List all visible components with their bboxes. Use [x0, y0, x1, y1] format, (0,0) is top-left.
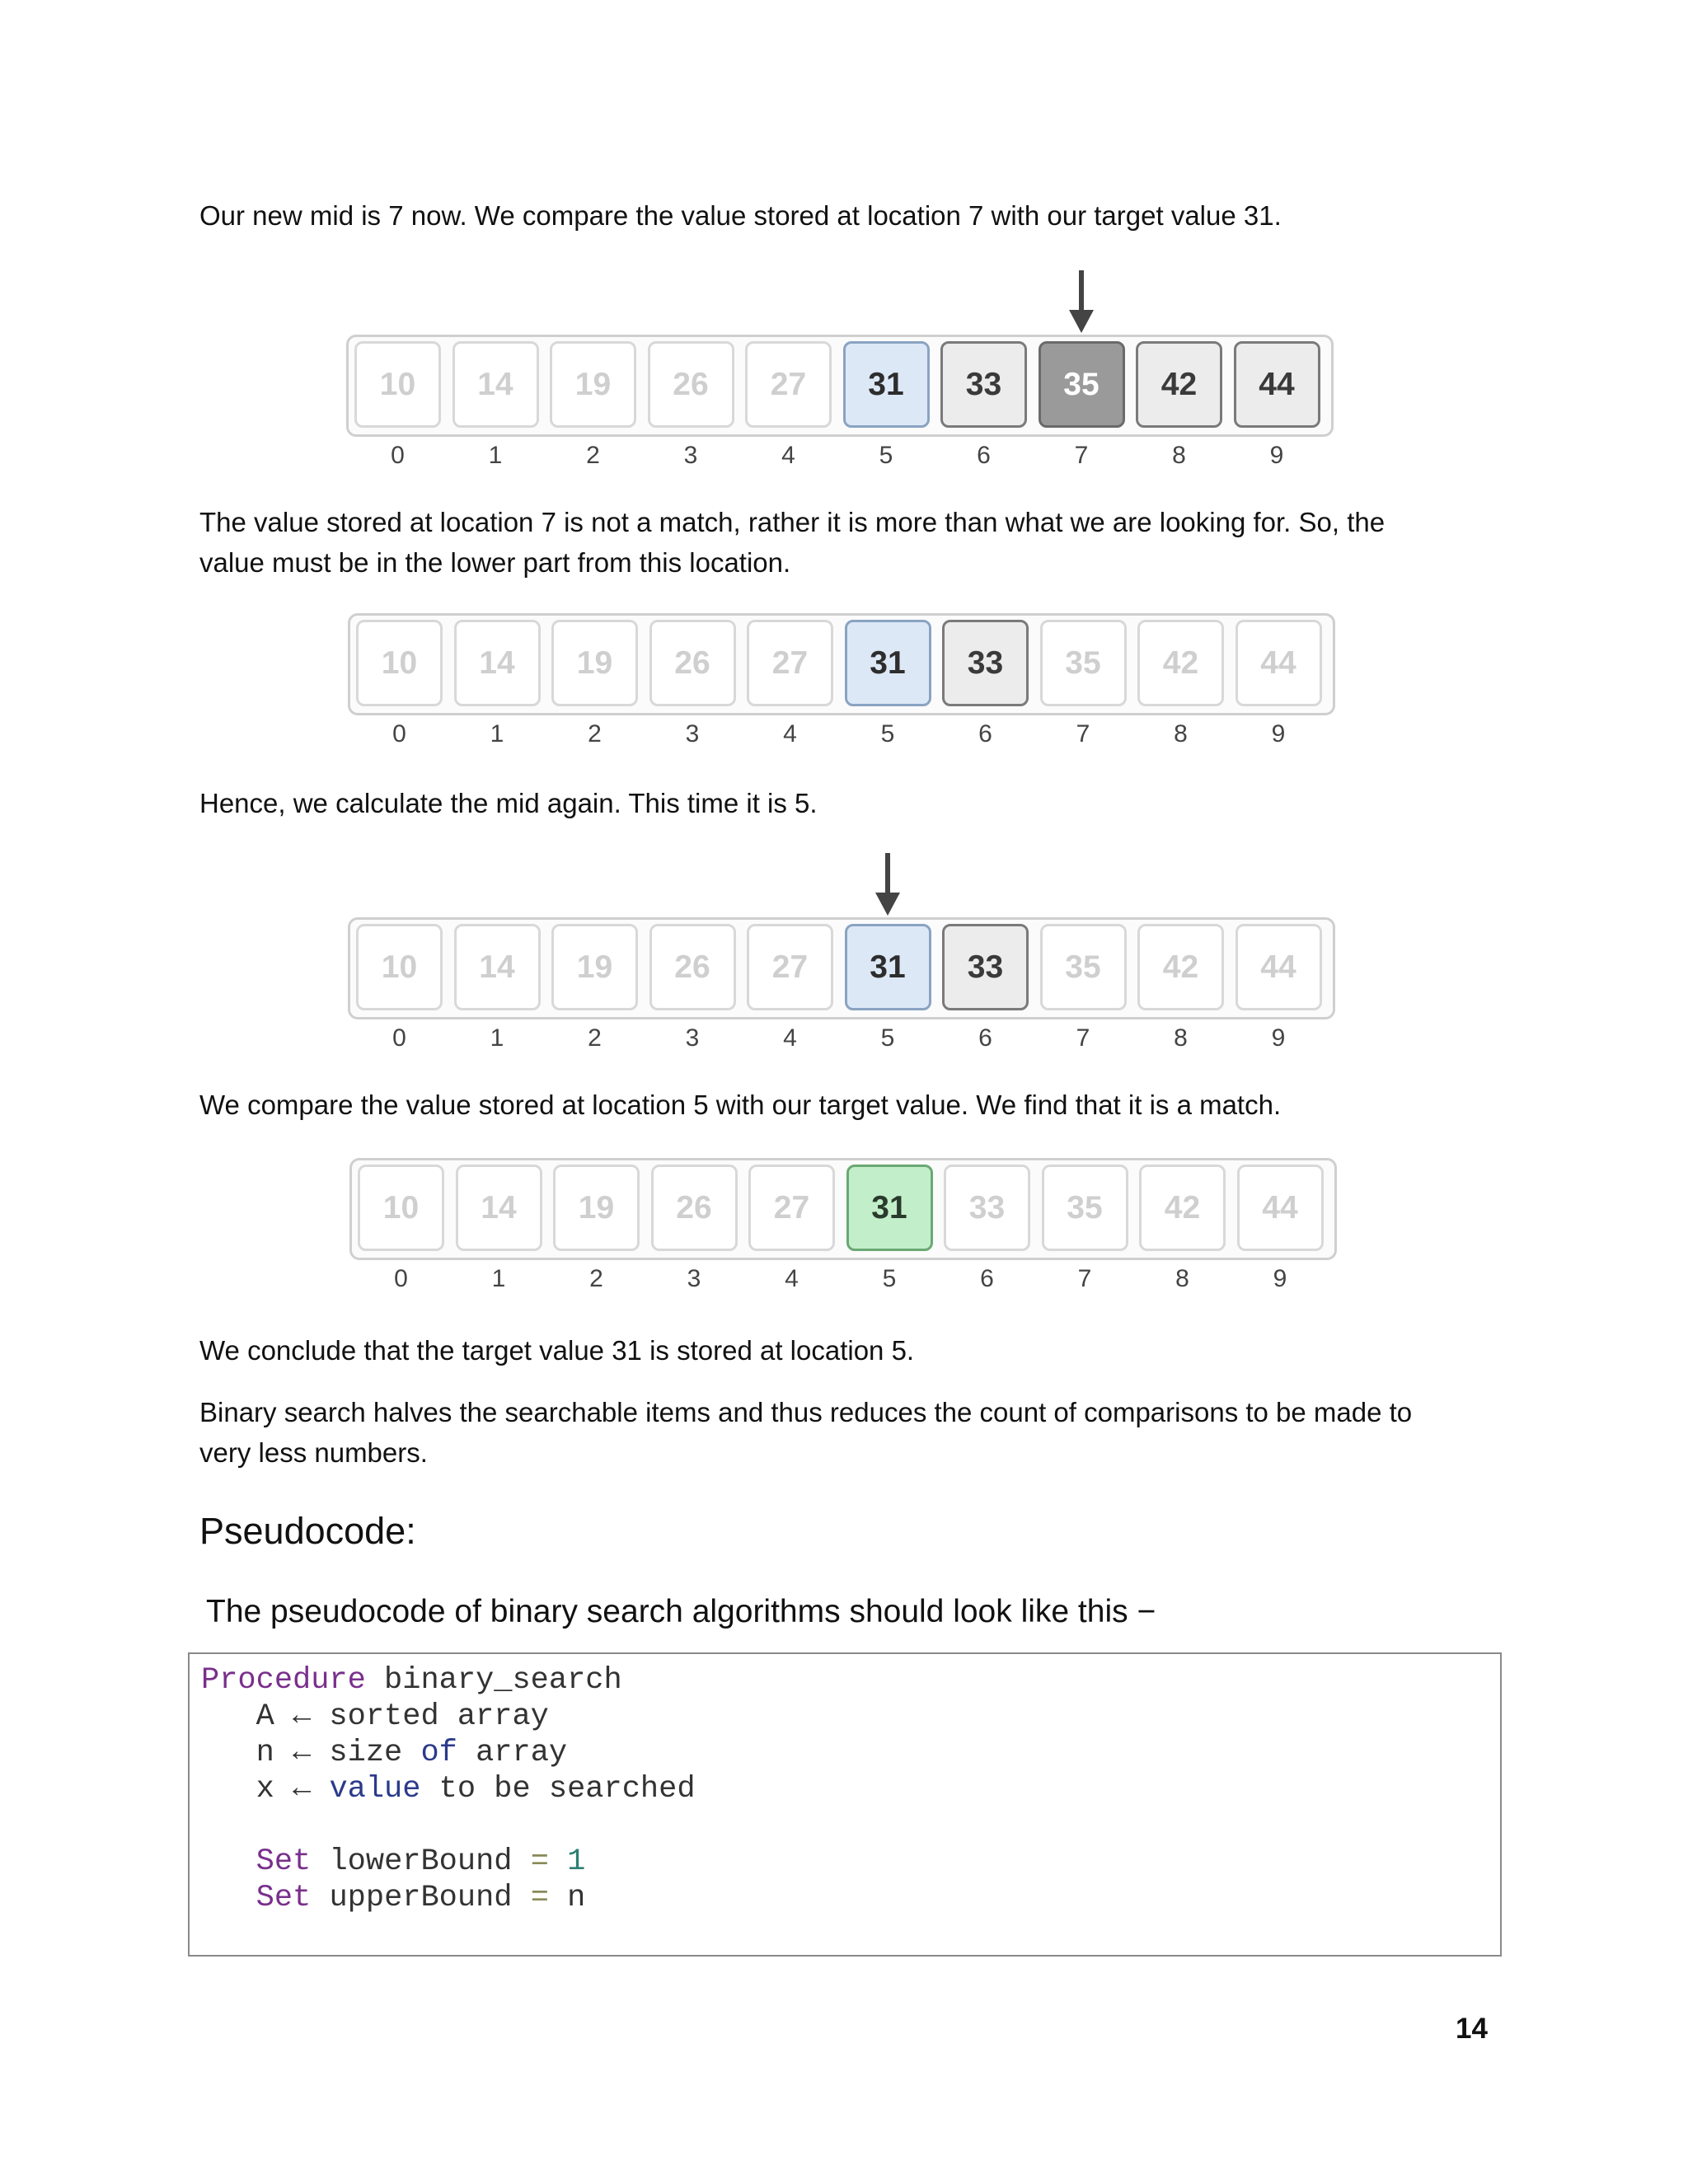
array-index-label: 1 [488, 442, 503, 469]
array-index-label: 4 [783, 720, 797, 748]
array-figure-found [349, 1158, 1339, 1298]
array-cell: 27 [747, 924, 833, 1010]
array-index-label: 1 [491, 1265, 506, 1292]
array-index-label: 4 [781, 442, 795, 469]
array-index-label: 8 [1172, 442, 1186, 469]
array-cell: 27 [745, 341, 832, 428]
code-text: x ← [201, 1772, 330, 1807]
code-text: upperBound [311, 1881, 531, 1915]
code-keyword: Procedure [201, 1663, 366, 1698]
array-cell: 14 [454, 924, 541, 1010]
array-index-label: 2 [586, 442, 600, 469]
code-operator: = [530, 1844, 549, 1879]
array-index-label: 0 [394, 1265, 408, 1292]
paragraph-mid-7: Our new mid is 7 now. We compare the value stored at location 7 with our target value 31. [199, 200, 1282, 231]
array-cell: 19 [553, 1165, 640, 1251]
array-cell: 33 [944, 1165, 1030, 1251]
array-cell: 35 [1040, 620, 1127, 706]
array-cell: 26 [649, 924, 736, 1010]
array-index-label: 9 [1273, 1265, 1287, 1292]
array-cell: 42 [1137, 620, 1224, 706]
array-index-label: 1 [490, 1024, 504, 1052]
code-text: n ← size [201, 1736, 421, 1770]
array-cell: 14 [454, 620, 541, 706]
array-figure-mid-5 [348, 853, 1337, 1059]
array-cell: 35 [1042, 1165, 1128, 1251]
array-cell: 26 [649, 620, 736, 706]
code-keyword: of [420, 1736, 457, 1770]
array-cell: 44 [1237, 1165, 1324, 1251]
code-keyword: value [329, 1772, 421, 1807]
code-operator: = [530, 1881, 549, 1915]
array-index-label: 4 [783, 1024, 797, 1052]
array-index-label: 5 [882, 1265, 897, 1292]
array-index-label: 3 [687, 1265, 701, 1292]
code-text: binary_search [365, 1663, 622, 1698]
array-index-label: 7 [1076, 1024, 1090, 1052]
array-cell: 27 [748, 1165, 835, 1251]
array-index-label: 6 [980, 1265, 994, 1292]
pseudocode-text [201, 1662, 696, 1916]
array-cell: 31 [845, 620, 931, 706]
code-text: n [548, 1881, 586, 1915]
array-cell: 42 [1137, 924, 1224, 1010]
paragraph-summary: Binary search halves the searchable items and thus reduces the count of comparisons to be made to very less numbers. [199, 1397, 1413, 1468]
array-index-label: 6 [978, 1024, 992, 1052]
array-index-label: 9 [1271, 1024, 1286, 1052]
array-cell: 33 [940, 341, 1027, 428]
array-cell: 19 [551, 924, 638, 1010]
array-cell: 44 [1236, 620, 1322, 706]
array-index-label: 3 [685, 720, 700, 748]
array-index-label: 4 [785, 1265, 799, 1292]
code-text: array [457, 1736, 568, 1770]
array-index-label: 3 [685, 1024, 700, 1052]
array-cell: 42 [1136, 341, 1222, 428]
array-cell: 42 [1139, 1165, 1226, 1251]
array-cell: 44 [1236, 924, 1322, 1010]
array-cell: 14 [456, 1165, 542, 1251]
array-figure-lower-part [348, 613, 1337, 753]
array-index-label: 7 [1076, 720, 1090, 748]
pseudocode-intro: The pseudocode of binary search algorithms should look like this − [206, 1594, 1156, 1629]
code-keyword: Set [256, 1881, 312, 1915]
array-index-label: 5 [879, 442, 893, 469]
array-index-label: 9 [1269, 442, 1284, 469]
down-arrow-icon [875, 853, 900, 917]
array-index-label: 8 [1175, 1265, 1189, 1292]
array-index-label: 3 [683, 442, 698, 469]
code-text: to be searched [420, 1772, 696, 1807]
paragraph-conclusion: We conclude that the target value 31 is stored at location 5. [199, 1335, 915, 1366]
pseudocode-block [188, 1652, 1502, 1957]
array-cell: 35 [1039, 341, 1125, 428]
array-cell: 14 [452, 341, 539, 428]
paragraph-not-match: The value stored at location 7 is not a match, rather it is more than what we are looking for. So, the value must be in the lower part from this location. [199, 507, 1386, 578]
array-index-label: 1 [490, 720, 504, 748]
array-cell: 35 [1040, 924, 1127, 1010]
array-cell: 26 [648, 341, 734, 428]
paragraph-mid-5: Hence, we calculate the mid again. This time it is 5. [199, 788, 818, 818]
array-index-label: 0 [392, 1024, 406, 1052]
array-cell: 10 [356, 924, 443, 1010]
array-cell: 31 [843, 341, 930, 428]
array-index-label: 7 [1077, 1265, 1092, 1292]
array-index-label: 0 [391, 442, 405, 469]
array-index-label: 2 [588, 720, 602, 748]
array-cell: 31 [846, 1165, 933, 1251]
array-index-label: 2 [588, 1024, 602, 1052]
array-index-label: 8 [1174, 720, 1188, 748]
array-cell: 44 [1234, 341, 1320, 428]
array-cell: 10 [356, 620, 443, 706]
code-text: A ← sorted array [201, 1699, 549, 1734]
array-cell: 31 [845, 924, 931, 1010]
array-index-label: 0 [392, 720, 406, 748]
array-cell: 26 [651, 1165, 738, 1251]
array-index-label: 5 [880, 720, 895, 748]
code-text: lowerBound [311, 1844, 531, 1879]
code-number: 1 [567, 1844, 586, 1879]
page-number: 14 [1456, 2013, 1488, 2045]
array-cell: 10 [358, 1165, 444, 1251]
array-cell: 27 [747, 620, 833, 706]
array-index-label: 8 [1174, 1024, 1188, 1052]
down-arrow-icon [1069, 270, 1094, 335]
array-cell: 33 [942, 924, 1029, 1010]
array-index-label: 5 [880, 1024, 895, 1052]
array-figure-mid-7 [346, 270, 1335, 476]
array-index-label: 9 [1271, 720, 1286, 748]
array-cell: 33 [942, 620, 1029, 706]
array-index-label: 2 [589, 1265, 603, 1292]
array-cell: 19 [550, 341, 636, 428]
array-index-label: 6 [978, 720, 992, 748]
code-keyword: Set [256, 1844, 312, 1879]
array-cell: 19 [551, 620, 638, 706]
array-index-label: 7 [1074, 442, 1089, 469]
paragraph-match: We compare the value stored at location 5 with our target value. We find that it is a match. [199, 1090, 1282, 1120]
array-index-label: 6 [977, 442, 991, 469]
pseudocode-heading: Pseudocode: [199, 1510, 416, 1552]
array-cell: 10 [354, 341, 441, 428]
